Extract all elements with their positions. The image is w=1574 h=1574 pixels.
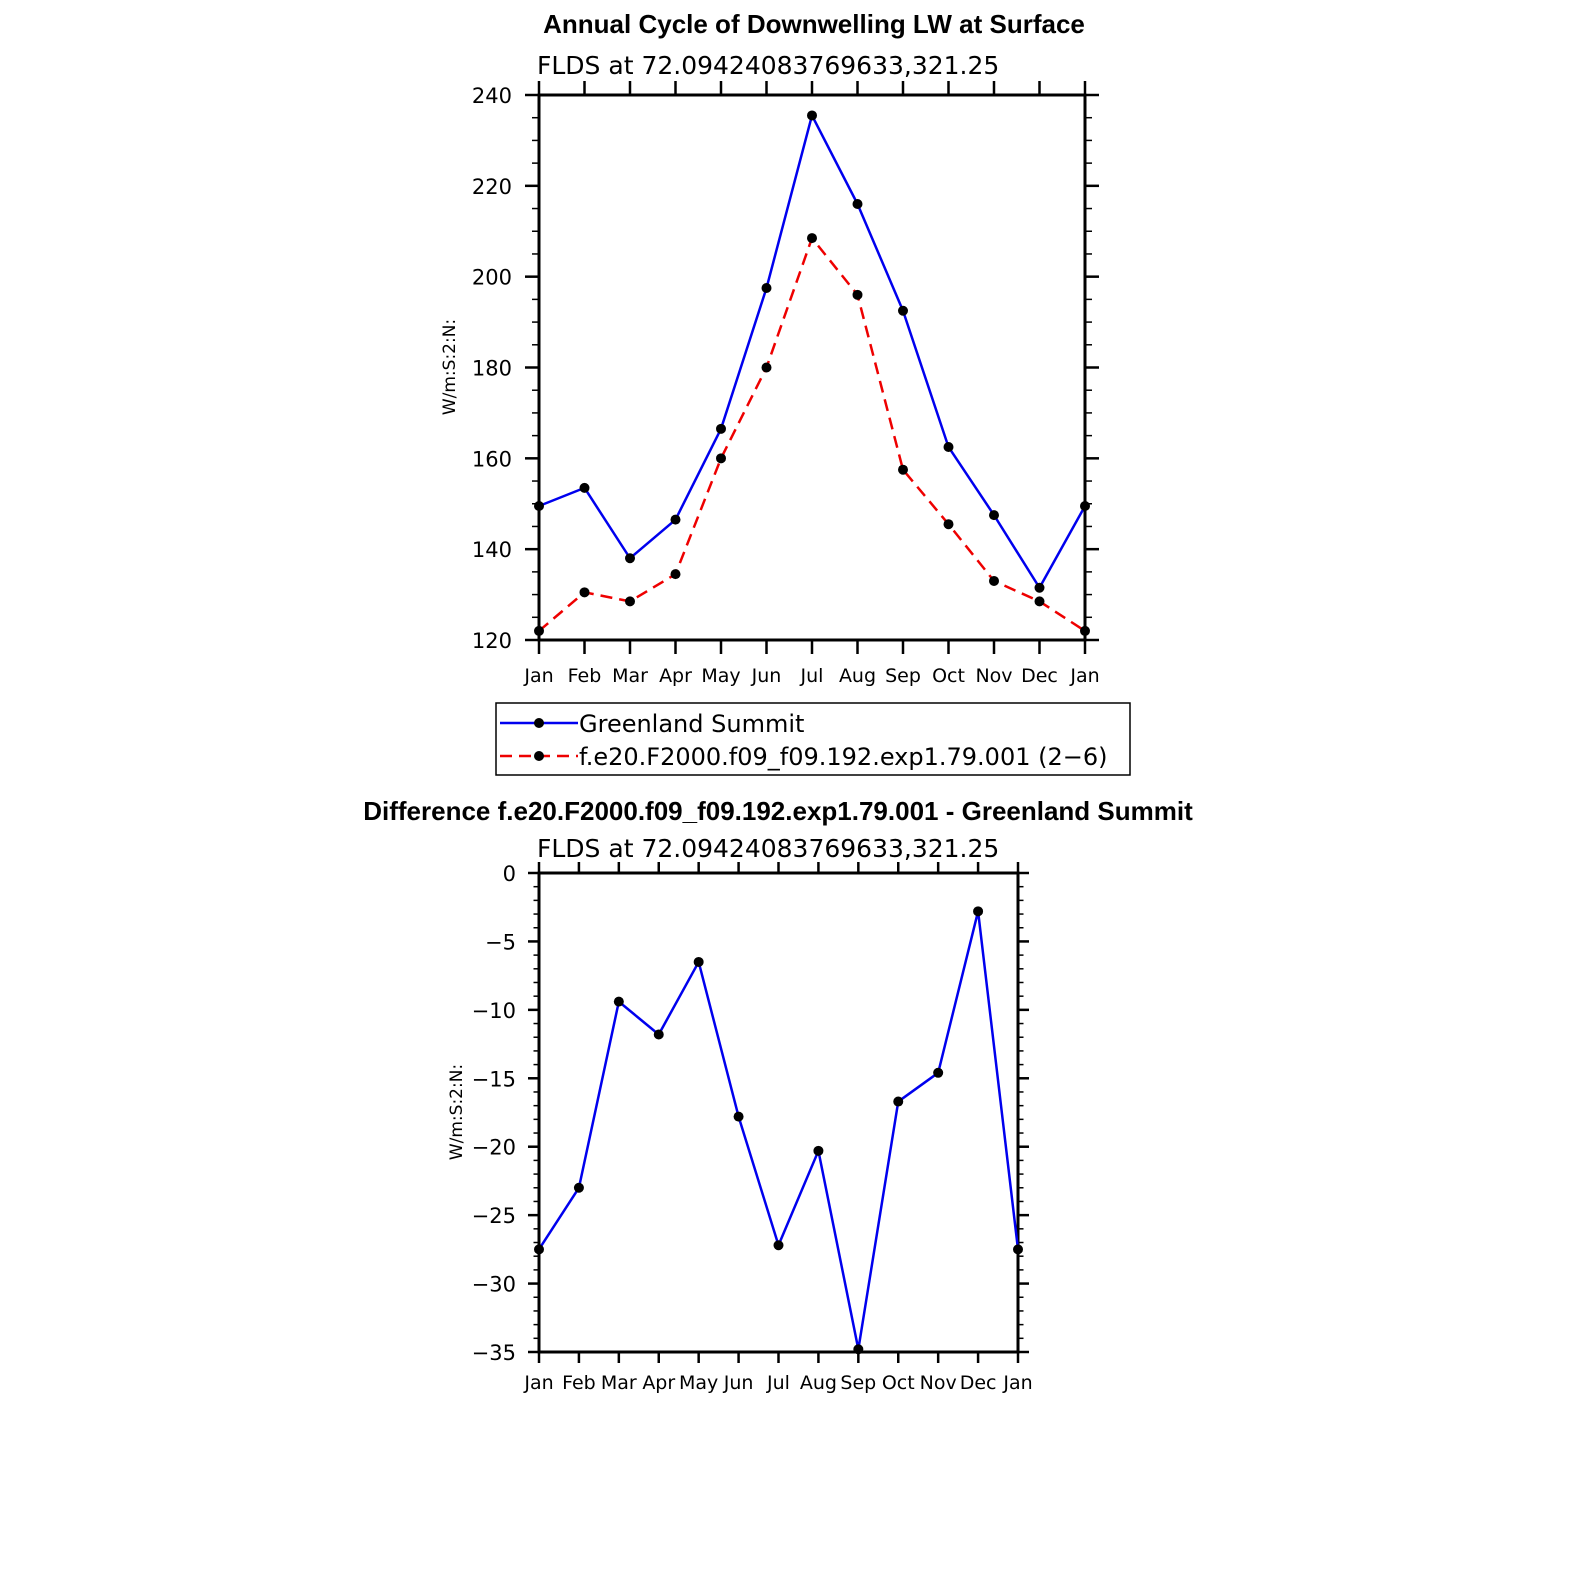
data-point xyxy=(1035,596,1045,606)
y-tick-label: 0 xyxy=(502,862,516,886)
data-point xyxy=(989,510,999,520)
data-point xyxy=(694,957,704,967)
y-tick-label: −35 xyxy=(471,1341,516,1365)
data-point xyxy=(944,442,954,452)
x-tick-label: Mar xyxy=(612,665,648,687)
series-line-0 xyxy=(539,911,1018,1349)
x-tick-label: Mar xyxy=(600,1372,637,1394)
x-tick-label: May xyxy=(701,665,741,687)
data-point xyxy=(989,576,999,586)
y-axis-label: W/m:S:2:N: xyxy=(440,318,460,416)
y-tick-label: 160 xyxy=(471,447,512,472)
x-tick-label: Jan xyxy=(524,1372,554,1394)
x-tick-label: Sep xyxy=(840,1372,877,1394)
x-tick-label: Jul xyxy=(800,665,824,687)
x-tick-label: Feb xyxy=(567,665,602,687)
x-tick-label: Sep xyxy=(885,665,921,687)
data-point xyxy=(762,283,772,293)
data-point xyxy=(1080,626,1090,636)
y-tick-label: 140 xyxy=(471,538,512,563)
data-point xyxy=(534,626,544,636)
data-point xyxy=(654,1029,664,1039)
legend-marker-greenland-summit xyxy=(534,718,544,728)
legend xyxy=(496,703,1130,775)
x-tick-label: Nov xyxy=(975,665,1013,687)
y-tick-label: 240 xyxy=(471,84,512,108)
y-tick-label: 200 xyxy=(471,265,512,290)
data-point xyxy=(534,501,544,511)
x-tick-label: Jan xyxy=(524,665,554,687)
data-point xyxy=(893,1097,903,1107)
x-tick-label: Jun xyxy=(723,1372,754,1394)
x-tick-label: Feb xyxy=(562,1372,596,1394)
x-tick-label: Jul xyxy=(767,1372,790,1394)
x-tick-label: Aug xyxy=(799,1372,837,1394)
data-point xyxy=(580,483,590,493)
data-point xyxy=(853,290,863,300)
plot-area xyxy=(472,81,1100,687)
x-tick-label: Apr xyxy=(642,1372,676,1394)
y-tick-label: 220 xyxy=(471,174,512,199)
x-tick-label: Apr xyxy=(659,665,692,687)
y-tick-label: −5 xyxy=(485,930,516,955)
chart-subtitle: FLDS at 72.09424083769633,321.25 xyxy=(537,51,1000,80)
y-tick-label: −15 xyxy=(471,1067,516,1092)
difference-chart xyxy=(363,796,1193,1394)
plot-area xyxy=(472,862,1033,1394)
y-tick-label: 120 xyxy=(471,629,512,653)
data-point xyxy=(1035,583,1045,593)
data-point xyxy=(614,997,624,1007)
chart-title: Difference f.e20.F2000.f09_f09.192.exp1.79.001 - Greenland Summit xyxy=(363,796,1193,826)
x-tick-label: May xyxy=(679,1372,719,1394)
data-point xyxy=(625,553,635,563)
chart-title: Annual Cycle of Downwelling LW at Surface xyxy=(543,9,1085,39)
data-point xyxy=(807,233,817,243)
data-point xyxy=(898,465,908,475)
data-point xyxy=(625,596,635,606)
data-point xyxy=(716,424,726,434)
x-tick-label: Jan xyxy=(1070,665,1100,687)
y-axis-label: W/m:S:2:N: xyxy=(447,1063,467,1161)
x-tick-label: Dec xyxy=(1021,665,1058,687)
data-point xyxy=(898,306,908,316)
x-tick-label: Aug xyxy=(838,665,877,687)
y-tick-label: −25 xyxy=(471,1204,516,1229)
annual-cycle-chart xyxy=(440,9,1130,775)
x-tick-label: Dec xyxy=(959,1372,997,1394)
series-line-0 xyxy=(539,115,1085,587)
chart-subtitle: FLDS at 72.09424083769633,321.25 xyxy=(537,834,1000,863)
y-tick-label: −20 xyxy=(471,1135,516,1160)
data-point xyxy=(774,1240,784,1250)
data-point xyxy=(734,1112,744,1122)
data-point xyxy=(580,587,590,597)
data-point xyxy=(933,1068,943,1078)
data-point xyxy=(973,906,983,916)
plot-frame xyxy=(539,873,1018,1352)
x-tick-label: Jan xyxy=(1003,1372,1033,1394)
data-point xyxy=(671,515,681,525)
data-point xyxy=(944,519,954,529)
y-tick-label: −10 xyxy=(471,998,516,1023)
data-point xyxy=(853,1344,863,1354)
data-point xyxy=(534,1244,544,1254)
legend-label-model: f.e20.F2000.f09_f09.192.exp1.79.001 (2−6) xyxy=(579,743,1108,771)
data-point xyxy=(716,453,726,463)
y-tick-label: 180 xyxy=(471,356,512,381)
data-point xyxy=(762,363,772,373)
data-point xyxy=(853,199,863,209)
data-point xyxy=(1013,1244,1023,1254)
data-point xyxy=(813,1146,823,1156)
x-tick-label: Jun xyxy=(751,665,782,687)
plot-frame xyxy=(539,95,1085,640)
x-tick-label: Oct xyxy=(881,1372,915,1394)
legend-label-greenland-summit: Greenland Summit xyxy=(579,710,805,738)
data-point xyxy=(1080,501,1090,511)
data-point xyxy=(671,569,681,579)
y-tick-label: −30 xyxy=(471,1272,516,1297)
series-line-1 xyxy=(539,238,1085,631)
legend-marker-model xyxy=(534,751,544,761)
data-point xyxy=(574,1183,584,1193)
data-point xyxy=(807,110,817,120)
x-tick-label: Nov xyxy=(919,1372,957,1394)
x-tick-label: Oct xyxy=(932,665,965,687)
